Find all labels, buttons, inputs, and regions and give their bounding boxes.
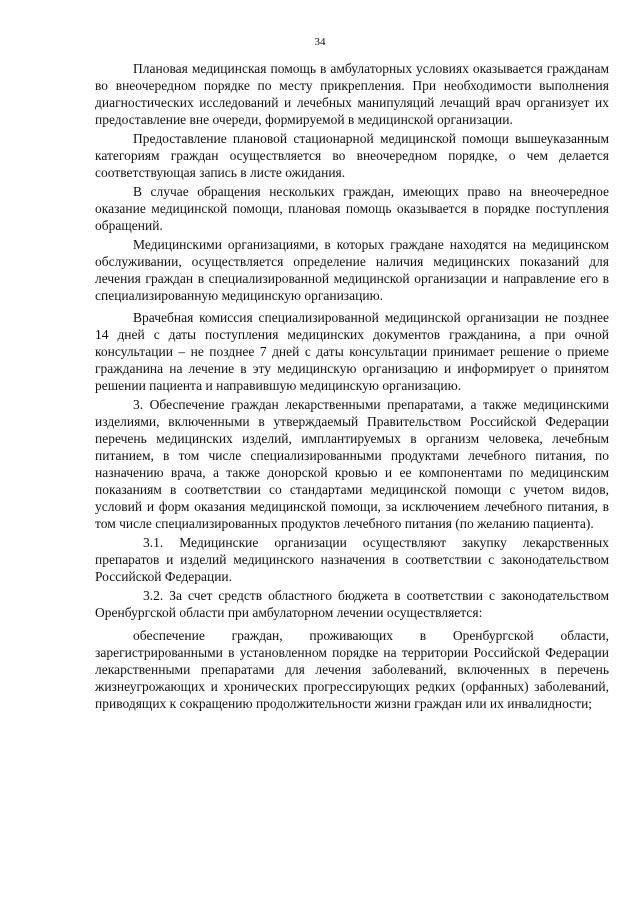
paragraph-section-3-2: 3.2. За счет средств областного бюджета в соответствии с законодательством Оренбургской области при амбулаторном лечении осуществляется: (95, 588, 609, 620)
paragraph-section-3: 3. Обеспечение граждан лекарственными препаратами, а также медицинскими изделиями, включенными в утверждаемый Правительством Российской Федерации перечень медицинских изделий, имплантируемых в организм человека, лечебным питанием, в том числе специализированными продуктами лечебного питания, по назначению врача, а также донорской кровью и ее компонентами по медицинским показаниям в соответствии со стандартами медицинской помощи с учетом видов, условий и форм оказания медицинской помощи, за исключением лечебного питания, в том числе специализированных продуктов лечебного питания (по желанию пациента). (95, 397, 609, 531)
paragraph-orphan-diseases: обеспечение граждан, проживающих в Оренбургской области, зарегистрированными в установленном порядке на территории Российской Федерации лекарственными препаратами для лечения заболеваний, включенных в перечень жизнеугрожающих и хронических прогрессирующих редких (орфанных) заболеваний, приводящих к сокращению продолжительности жизни граждан или их инвалидности; (95, 628, 609, 711)
paragraph-multiple-requests: В случае обращения нескольких граждан, имеющих право на внеочередное оказание медицинской помощи, плановая помощь оказывается в порядке поступления обращений. (95, 184, 609, 233)
paragraph-outpatient-care: Плановая медицинская помощь в амбулаторных условиях оказывается гражданам во внеочередном порядке по месту прикрепления. При необходимости выполнения диагностических исследований и лечебных манипуляций лечащий врач организует их предоставление вне очереди, формируемой в медицинской организации. (95, 61, 609, 127)
paragraph-inpatient-care: Предоставление плановой стационарной медицинской помощи вышеуказанным категориям граждан осуществляется во внеочередном порядке, о чем делается соответствующая запись в листе ожидания. (95, 131, 609, 180)
document-body (95, 60, 609, 714)
paragraph-medical-indications: Медицинскими организациями, в которых граждане находятся на медицинском обслуживании, осуществляется определение наличия медицинских показаний для лечения граждан в специализированной медицинской организации и направление его в специализированную медицинскую организацию. (95, 237, 609, 303)
paragraph-section-3-1: 3.1. Медицинские организации осуществляют закупку лекарственных препаратов и изделий медицинского назначения в соответствии с законодательством Российской Федерации. (95, 535, 609, 584)
page-number: 34 (314, 36, 326, 48)
paragraph-medical-commission: Врачебная комиссия специализированной медицинской организации не позднее 14 дней с даты поступления медицинских документов гражданина, а при очной консультации – не позднее 7 дней с даты консультации принимает решение о приеме гражданина на лечение в эту медицинскую организацию и информирует о принятом решении пациента и направившую медицинскую организацию. (95, 310, 609, 393)
